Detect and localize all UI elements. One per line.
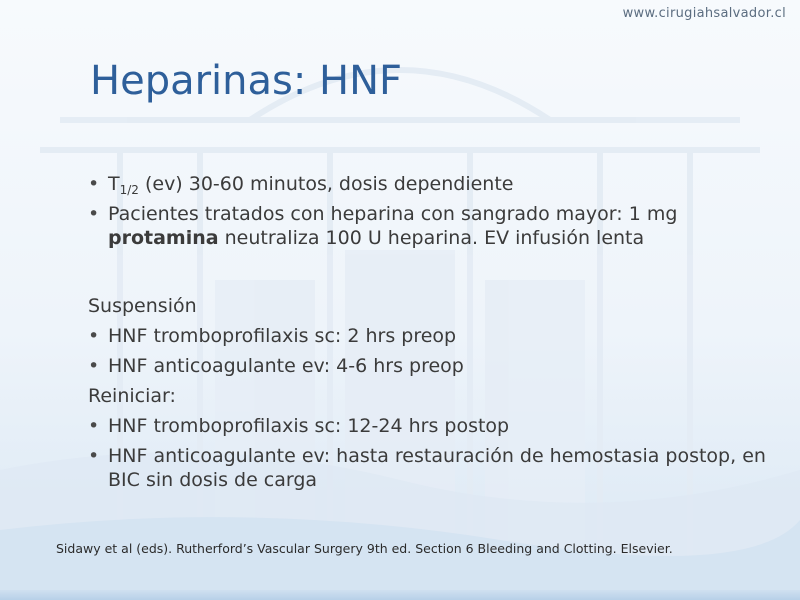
suspension-item: • HNF anticoagulante ev: 4-6 hrs preop	[88, 354, 778, 378]
suspension-heading: Suspensión	[88, 295, 197, 317]
bottom-band	[0, 590, 800, 600]
half-life-subscript: 1/2	[119, 183, 139, 197]
spacer	[88, 256, 778, 294]
website-url: www.cirugiahsalvador.cl	[622, 6, 786, 21]
reiniciar-item: • HNF anticoagulante ev: hasta restauración de hemostasia postop, en BIC sin dosis de carga	[88, 444, 778, 492]
protamina-bold: protamina	[108, 227, 219, 249]
suspension-item: • HNF tromboprofilaxis sc: 2 hrs preop	[88, 324, 778, 348]
reiniciar-heading: Reiniciar:	[88, 385, 176, 407]
reference-citation: Sidawy et al (eds). Rutherford’s Vascular Surgery 9th ed. Section 6 Bleeding and Clotting. Elsevier.	[56, 541, 673, 556]
protamina-text-1: Pacientes tratados con heparina con sangrado mayor: 1 mg	[108, 203, 678, 225]
reiniciar-item: • HNF tromboprofilaxis sc: 12-24 hrs postop	[88, 414, 778, 438]
bullet-protamina	[88, 202, 778, 250]
bullet-half-life	[88, 172, 778, 196]
half-life-text: (ev) 30-60 minutos, dosis dependiente	[138, 173, 514, 195]
slide-body	[88, 172, 778, 498]
half-life-symbol: T	[108, 173, 120, 195]
slide-title: Heparinas: HNF	[90, 58, 403, 104]
protamina-text-2: neutraliza 100 U heparina. EV infusión lenta	[218, 227, 645, 249]
